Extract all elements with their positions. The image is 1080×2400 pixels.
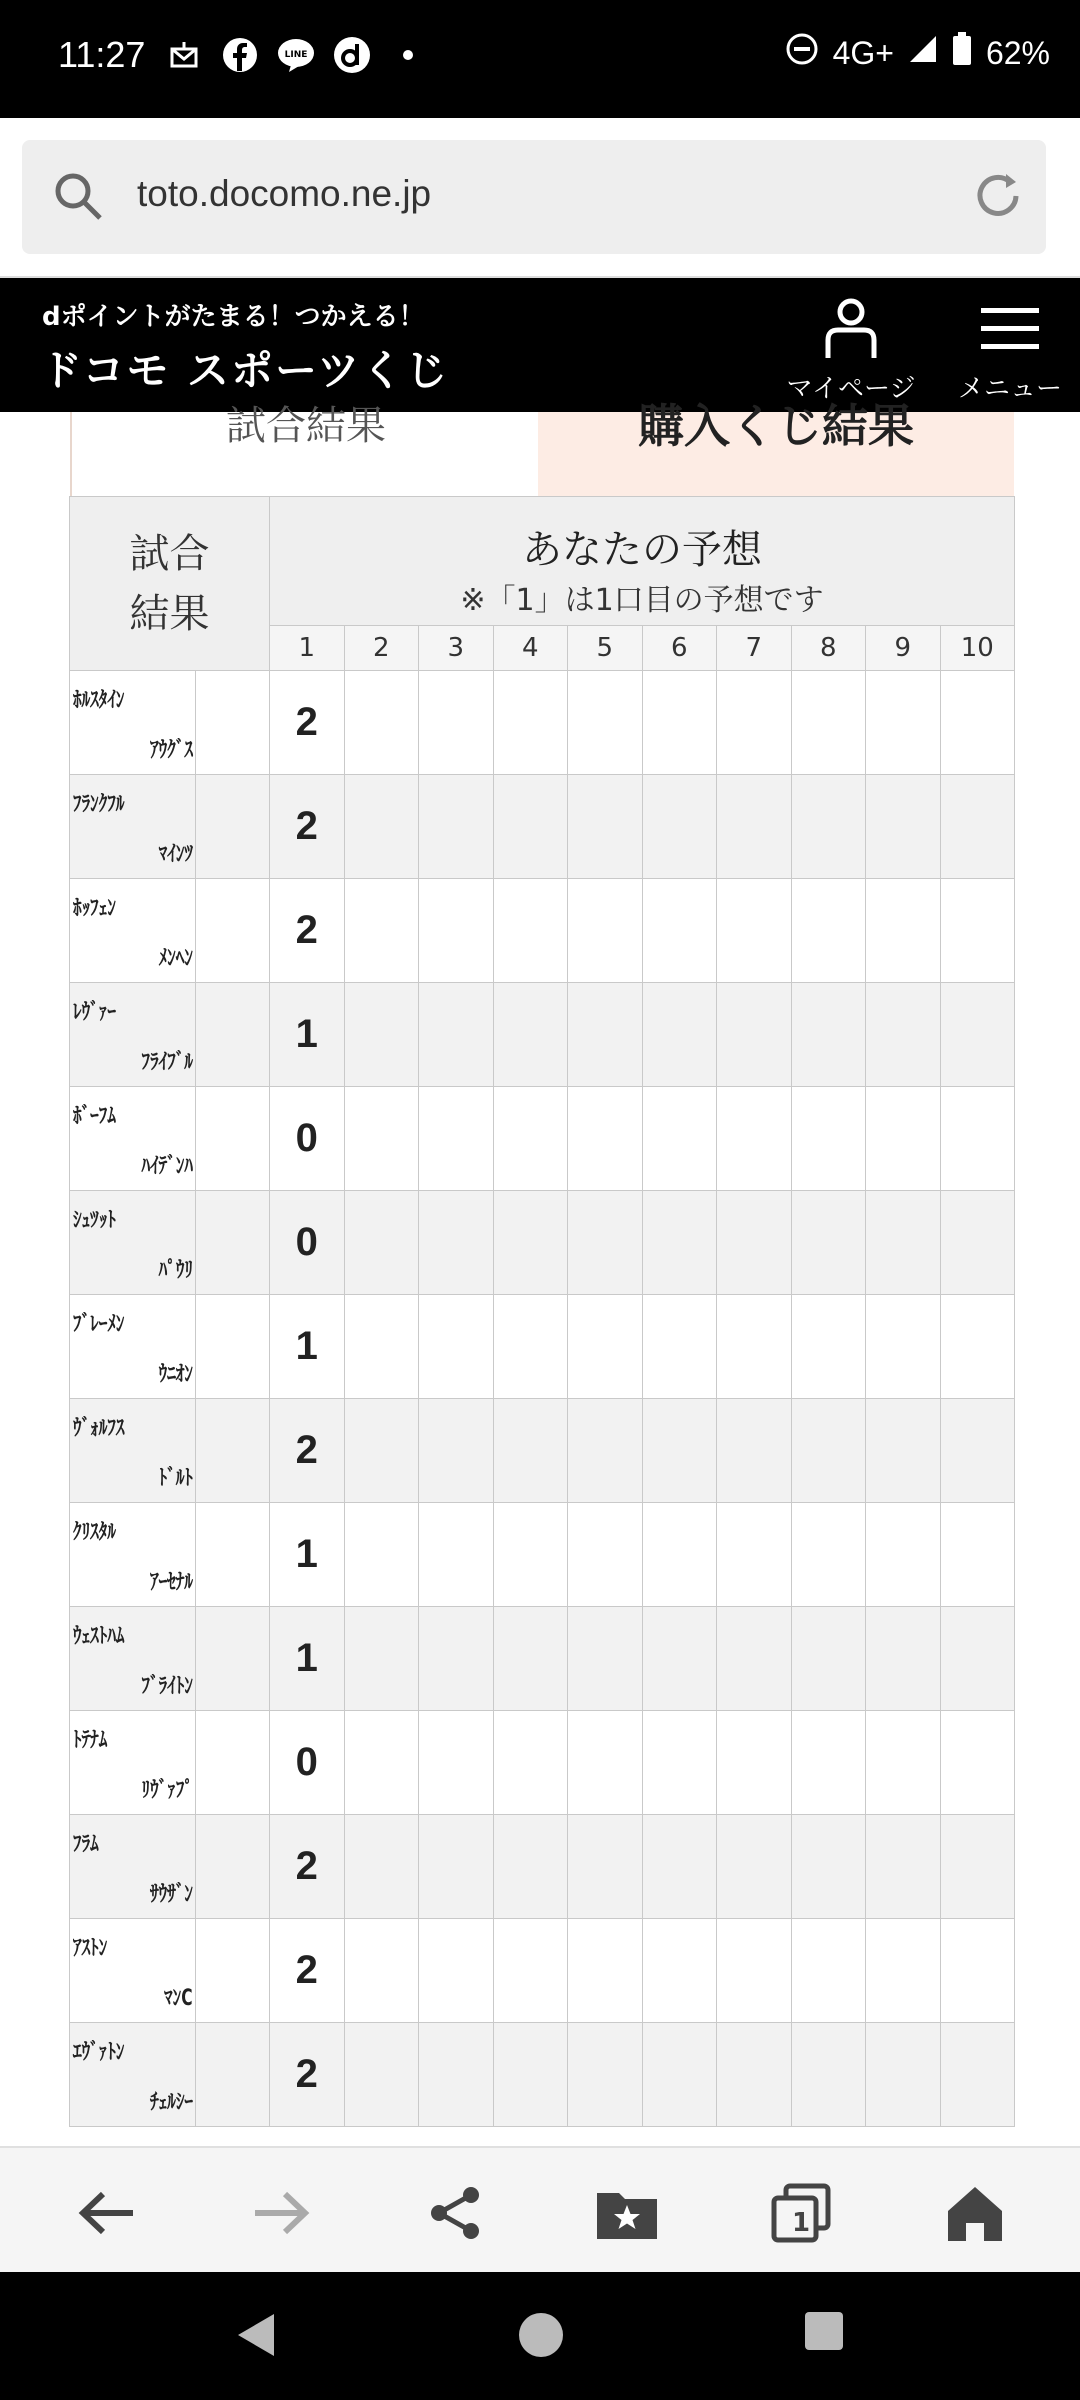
match-result: 2 [270, 775, 345, 879]
system-nav-bar [0, 2272, 1080, 2400]
prediction-cell [717, 2023, 792, 2127]
match-teams [70, 2023, 196, 2127]
prediction-cell [940, 879, 1015, 983]
prediction-cell [866, 1711, 941, 1815]
mypage-button[interactable] [786, 296, 916, 405]
blank-cell [196, 1087, 270, 1191]
blank-cell [196, 1711, 270, 1815]
result-tabs [70, 399, 1014, 496]
home-team: ﾎﾙｽﾀｲﾝ [73, 688, 125, 713]
table-row [70, 1711, 1015, 1815]
prediction-cell [642, 1191, 717, 1295]
blank-cell [196, 983, 270, 1087]
prediction-cell [717, 1191, 792, 1295]
prediction-cell [344, 1399, 419, 1503]
dnd-icon [785, 32, 819, 74]
prediction-cell [642, 1607, 717, 1711]
table-row [70, 775, 1015, 879]
home-team: ｳﾞｫﾙﾌｽ [73, 1416, 125, 1441]
prediction-cell [419, 983, 494, 1087]
prediction-cell [642, 1711, 717, 1815]
prediction-cell [493, 1087, 568, 1191]
home-team: ｸﾘｽﾀﾙ [73, 1520, 116, 1545]
prediction-cell [419, 1919, 494, 2023]
back-icon[interactable] [72, 2178, 142, 2248]
status-time: 11:27 [58, 34, 146, 75]
prediction-cell [344, 879, 419, 983]
prediction-cell [940, 1191, 1015, 1295]
prediction-cell [940, 775, 1015, 879]
prediction-cell [940, 983, 1015, 1087]
tab-purchased-results-label: 購入くじ結果 [638, 399, 914, 453]
home-team: ｱｽﾄﾝ [73, 1936, 108, 1961]
match-teams [70, 775, 196, 879]
prediction-cell [344, 1087, 419, 1191]
match-teams [70, 1815, 196, 1919]
prediction-cell [344, 1919, 419, 2023]
prediction-cell [940, 671, 1015, 775]
prediction-cell [642, 1295, 717, 1399]
prediction-cell [791, 1087, 866, 1191]
column-number-6: 6 [642, 626, 717, 671]
nav-home-icon[interactable] [516, 2310, 566, 2364]
prediction-cell [866, 1815, 941, 1919]
prediction-cell [642, 2023, 717, 2127]
signal-icon [908, 34, 938, 72]
menu-button[interactable] [952, 296, 1068, 405]
blank-cell [196, 775, 270, 879]
prediction-cell [419, 1087, 494, 1191]
prediction-cell [568, 1815, 643, 1919]
column-number-1: 1 [270, 626, 345, 671]
prediction-cell [642, 1919, 717, 2023]
prediction-cell [493, 1295, 568, 1399]
prediction-cell [717, 775, 792, 879]
prediction-cell [791, 1607, 866, 1711]
prediction-cell [493, 983, 568, 1087]
prediction-cell [344, 1815, 419, 1919]
prediction-cell [642, 1399, 717, 1503]
prediction-cell [568, 879, 643, 983]
prediction-cell [419, 671, 494, 775]
share-icon[interactable] [420, 2178, 490, 2248]
result-header-text: 試合 結果 [129, 530, 210, 637]
prediction-cell [344, 1607, 419, 1711]
away-team: ｳﾆｵﾝ [158, 1362, 193, 1387]
prediction-cell [568, 2023, 643, 2127]
column-number-4: 4 [493, 626, 568, 671]
prediction-cell [642, 1815, 717, 1919]
prediction-cell [866, 1399, 941, 1503]
hamburger-icon [979, 345, 1041, 364]
menu-label: メニュー [957, 374, 1062, 404]
blank-cell [196, 1503, 270, 1607]
home-team: ﾎﾞｰﾌﾑ [73, 1104, 116, 1129]
away-team: ｻｳｻﾞﾝ [150, 1882, 193, 1907]
notification-icons [165, 36, 427, 74]
prediction-cell [419, 775, 494, 879]
prediction-cell [493, 1503, 568, 1607]
prediction-cell [791, 879, 866, 983]
prediction-cell [940, 1295, 1015, 1399]
browser-address-area [0, 118, 1080, 278]
prediction-cell [344, 1191, 419, 1295]
svg-text:LINE: LINE [284, 50, 308, 60]
tabs-icon[interactable] [766, 2178, 836, 2248]
prediction-cell [866, 1087, 941, 1191]
mypage-label: マイページ [786, 374, 916, 404]
prediction-cell [493, 879, 568, 983]
prediction-cell [493, 775, 568, 879]
prediction-cell [568, 775, 643, 879]
url-text[interactable]: toto.docomo.ne.jp [137, 173, 432, 214]
prediction-cell [568, 1087, 643, 1191]
prediction-cell [419, 1191, 494, 1295]
prediction-cell [493, 671, 568, 775]
prediction-cell [866, 879, 941, 983]
prediction-cell [493, 2023, 568, 2127]
home-team: ｼｭﾂｯﾄ [73, 1208, 116, 1233]
prediction-cell [717, 1711, 792, 1815]
blank-cell [196, 2023, 270, 2127]
column-number-7: 7 [717, 626, 792, 671]
away-team: ﾒﾝﾍﾝ [158, 946, 193, 971]
prediction-cell [642, 775, 717, 879]
match-teams [70, 1191, 196, 1295]
prediction-cell [493, 1399, 568, 1503]
tab-purchased-results[interactable] [538, 399, 1014, 496]
prediction-cell [866, 1503, 941, 1607]
prediction-cell [568, 1295, 643, 1399]
prediction-cell [866, 775, 941, 879]
blank-cell [196, 1295, 270, 1399]
prediction-cell [568, 1191, 643, 1295]
yosou-header-title: あなたの予想 [270, 497, 1015, 576]
prediction-cell [642, 671, 717, 775]
prediction-cell [493, 1607, 568, 1711]
away-team: ﾘｳﾞｧﾌﾟ [141, 1778, 193, 1803]
away-team: ﾊﾟｳﾘ [158, 1258, 193, 1283]
prediction-cell [419, 1607, 494, 1711]
prediction-cell [419, 1399, 494, 1503]
away-team: ﾁｪﾙｼｰ [150, 2090, 193, 2115]
prediction-cell [568, 1607, 643, 1711]
match-result: 1 [270, 1295, 345, 1399]
prediction-cell [791, 1295, 866, 1399]
nav-recents-icon[interactable] [803, 2310, 845, 2356]
match-result: 1 [270, 1607, 345, 1711]
table-row [70, 1503, 1015, 1607]
dot-icon [389, 36, 427, 74]
match-result: 2 [270, 2023, 345, 2127]
prediction-cell [344, 983, 419, 1087]
prediction-cell [791, 1191, 866, 1295]
blank-cell [196, 879, 270, 983]
match-result: 1 [270, 983, 345, 1087]
tab-match-results-label: 試合結果 [226, 403, 386, 449]
prediction-cell [717, 1399, 792, 1503]
table-row [70, 1191, 1015, 1295]
prediction-cell [791, 671, 866, 775]
prediction-cell [642, 1087, 717, 1191]
prediction-cell [568, 1503, 643, 1607]
bookmarks-icon[interactable] [592, 2178, 662, 2248]
away-team: ｱｳｸﾞｽ [150, 738, 193, 763]
away-team: ﾊｲﾃﾞﾝﾊ [141, 1154, 193, 1179]
table-row [70, 2023, 1015, 2127]
prediction-table [69, 496, 1015, 2127]
match-teams [70, 1607, 196, 1711]
column-number-8: 8 [791, 626, 866, 671]
network-type: 4G+ [832, 34, 894, 71]
prediction-cell [717, 1919, 792, 2023]
prediction-cell [568, 1919, 643, 2023]
prediction-cell [866, 1607, 941, 1711]
mail-notification-icon [165, 36, 203, 74]
home-team: ｳｪｽﾄﾊﾑ [73, 1624, 125, 1649]
line-icon [277, 36, 315, 74]
table-row [70, 879, 1015, 983]
blank-cell [196, 1399, 270, 1503]
prediction-cell [419, 2023, 494, 2127]
prediction-cell [791, 775, 866, 879]
away-team: ｱｰｾﾅﾙ [150, 1570, 193, 1595]
match-result: 1 [270, 1503, 345, 1607]
column-number-9: 9 [866, 626, 941, 671]
match-teams [70, 1295, 196, 1399]
prediction-cell [717, 983, 792, 1087]
prediction-cell [717, 671, 792, 775]
browser-toolbar [0, 2146, 1080, 2274]
home-team: ﾎｯﾌｪﾝ [73, 896, 116, 921]
column-number-5: 5 [568, 626, 643, 671]
prediction-cell [791, 1919, 866, 2023]
prediction-cell [866, 671, 941, 775]
prediction-cell [419, 1503, 494, 1607]
battery-level: 62% [985, 34, 1050, 71]
prediction-cell [866, 2023, 941, 2127]
home-team: ﾌﾗﾑ [73, 1832, 99, 1857]
site-logo[interactable]: ドコモ スポーツくじ [40, 346, 450, 395]
prediction-cell [642, 983, 717, 1087]
prediction-cell [940, 1503, 1015, 1607]
prediction-cell [642, 1503, 717, 1607]
away-team: ﾏﾝC [164, 1986, 193, 2011]
blank-cell [196, 1191, 270, 1295]
prediction-cell [940, 1815, 1015, 1919]
match-result: 2 [270, 1919, 345, 2023]
battery-icon [952, 32, 972, 74]
prediction-cell [493, 1711, 568, 1815]
table-row [70, 671, 1015, 775]
match-result: 0 [270, 1191, 345, 1295]
prediction-cell [419, 1711, 494, 1815]
match-teams [70, 879, 196, 983]
prediction-cell [493, 1919, 568, 2023]
table-row [70, 1399, 1015, 1503]
match-teams [70, 671, 196, 775]
user-icon [820, 345, 882, 364]
match-result: 2 [270, 879, 345, 983]
home-team: ｴｳﾞｧﾄﾝ [73, 2040, 125, 2065]
prediction-cell [493, 1191, 568, 1295]
system-status [785, 32, 1050, 74]
prediction-cell [642, 879, 717, 983]
blank-cell [196, 1919, 270, 2023]
result-column-header [70, 497, 270, 671]
blank-cell [196, 1815, 270, 1919]
column-number-10: 10 [940, 626, 1015, 671]
home-team: ﾌﾞﾚｰﾒﾝ [73, 1312, 125, 1337]
prediction-cell [717, 879, 792, 983]
prediction-cell [717, 1815, 792, 1919]
prediction-cell [568, 983, 643, 1087]
prediction-cell [940, 1087, 1015, 1191]
prediction-cell [344, 671, 419, 775]
prediction-cell [568, 671, 643, 775]
prediction-cell [717, 1295, 792, 1399]
prediction-cell [866, 1295, 941, 1399]
blank-cell [196, 671, 270, 775]
prediction-cell [717, 1087, 792, 1191]
prediction-cell [568, 1711, 643, 1815]
away-team: ﾄﾞﾙﾄ [158, 1466, 193, 1491]
table-row [70, 1295, 1015, 1399]
prediction-cell [791, 1399, 866, 1503]
prediction-cell [717, 1503, 792, 1607]
match-result: 2 [270, 1399, 345, 1503]
prediction-cell [344, 1295, 419, 1399]
table-row [70, 1087, 1015, 1191]
home-team: ﾚｳﾞｧｰ [73, 1000, 116, 1025]
prediction-cell [866, 1919, 941, 2023]
match-teams [70, 983, 196, 1087]
yosou-header-note: ※「1」は1口目の予想です [270, 575, 1015, 626]
prediction-cell [866, 1191, 941, 1295]
search-icon [52, 170, 104, 226]
match-teams [70, 1919, 196, 2023]
prediction-cell [940, 1711, 1015, 1815]
table-row [70, 1607, 1015, 1711]
prediction-cell [940, 1607, 1015, 1711]
match-result: 0 [270, 1711, 345, 1815]
d-app-icon [333, 36, 371, 74]
facebook-icon [221, 36, 259, 74]
home-team: ﾄﾃﾅﾑ [73, 1728, 108, 1753]
table-row [70, 983, 1015, 1087]
prediction-cell [940, 1919, 1015, 2023]
away-team: ﾌﾞﾗｲﾄﾝ [141, 1674, 193, 1699]
tabs-count: 1 [792, 2208, 811, 2238]
away-team: ﾏｲﾝﾂ [158, 842, 193, 867]
home-icon[interactable] [940, 2178, 1010, 2248]
prediction-cell [866, 983, 941, 1087]
table-row [70, 1919, 1015, 2023]
status-bar [0, 0, 1080, 118]
match-teams [70, 1503, 196, 1607]
match-result: 0 [270, 1087, 345, 1191]
prediction-cell [791, 1815, 866, 1919]
match-result: 2 [270, 1815, 345, 1919]
prediction-cell [419, 1295, 494, 1399]
away-team: ﾌﾗｲﾌﾞﾙ [141, 1050, 193, 1075]
match-teams [70, 1399, 196, 1503]
prediction-cell [940, 1399, 1015, 1503]
match-teams [70, 1087, 196, 1191]
nav-back-icon[interactable] [232, 2310, 278, 2364]
prediction-cell [791, 983, 866, 1087]
table-body [70, 671, 1015, 2127]
prediction-cell [419, 879, 494, 983]
forward-icon[interactable] [246, 2178, 316, 2248]
column-number-3: 3 [419, 626, 494, 671]
prediction-cell [344, 775, 419, 879]
prediction-cell [791, 2023, 866, 2127]
reload-icon[interactable] [970, 168, 1026, 228]
prediction-cell [791, 1503, 866, 1607]
tab-match-results[interactable] [70, 403, 540, 496]
header-tagline: dポイントがたまる！つかえる！ [42, 302, 425, 332]
home-team: ﾌﾗﾝｸﾌﾙ [73, 792, 125, 817]
prediction-cell [791, 1711, 866, 1815]
match-result: 2 [270, 671, 345, 775]
table-row [70, 1815, 1015, 1919]
match-teams [70, 1711, 196, 1815]
prediction-cell [493, 1815, 568, 1919]
prediction-cell [940, 2023, 1015, 2127]
prediction-cell [717, 1607, 792, 1711]
prediction-cell [344, 1503, 419, 1607]
prediction-cell [344, 2023, 419, 2127]
prediction-cell [419, 1815, 494, 1919]
blank-cell [196, 1607, 270, 1711]
column-number-2: 2 [344, 626, 419, 671]
prediction-cell [568, 1399, 643, 1503]
prediction-cell [344, 1711, 419, 1815]
url-bar[interactable] [22, 140, 1046, 254]
